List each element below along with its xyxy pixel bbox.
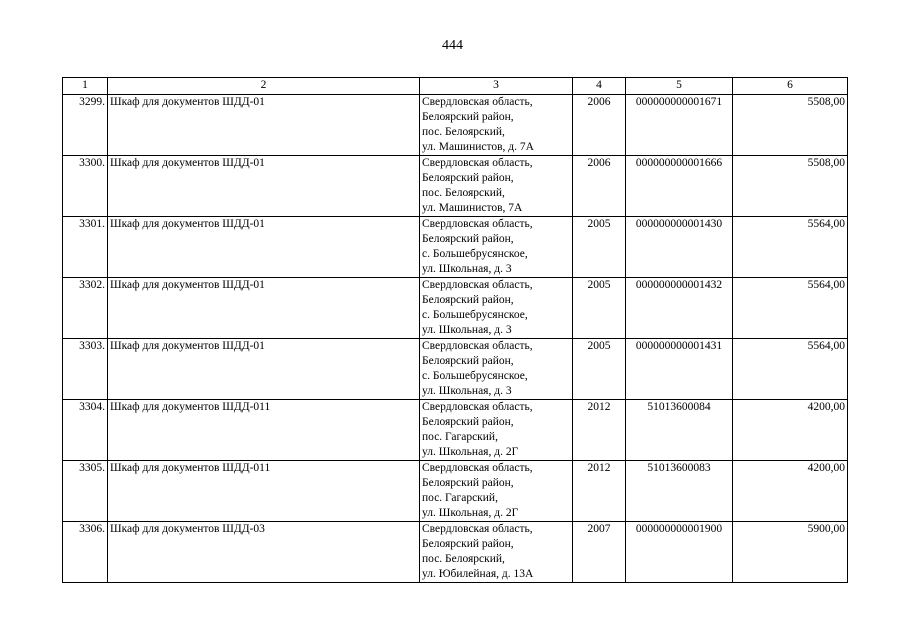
item-address bbox=[420, 400, 573, 461]
row-number: 3306. bbox=[63, 522, 108, 583]
address-line: ул. Школьная, д. 2Г bbox=[422, 507, 519, 519]
address-line: ул. Машинистов, 7А bbox=[422, 202, 523, 214]
column-header-5: 5 bbox=[626, 78, 733, 95]
address-line: Свердловская область, bbox=[422, 340, 533, 352]
address-line: Свердловская область, bbox=[422, 462, 533, 474]
address-line: ул. Юбилейная, д. 13А bbox=[422, 568, 534, 580]
table-row bbox=[63, 339, 848, 400]
item-name: Шкаф для документов ШДД-011 bbox=[108, 400, 420, 461]
inventory-number: 000000000001431 bbox=[626, 339, 733, 400]
inventory-number: 51013600084 bbox=[626, 400, 733, 461]
item-cost: 5508,00 bbox=[733, 156, 848, 217]
item-year: 2006 bbox=[573, 95, 626, 156]
item-name: Шкаф для документов ШДД-01 bbox=[108, 339, 420, 400]
item-name: Шкаф для документов ШДД-01 bbox=[108, 278, 420, 339]
address-line: пос. Гагарский, bbox=[422, 431, 498, 443]
item-cost: 5900,00 bbox=[733, 522, 848, 583]
item-name: Шкаф для документов ШДД-011 bbox=[108, 461, 420, 522]
item-address bbox=[420, 339, 573, 400]
address-line: с. Большебрусянское, bbox=[422, 309, 528, 321]
inventory-number: 51013600083 bbox=[626, 461, 733, 522]
table-row bbox=[63, 400, 848, 461]
inventory-number: 000000000001900 bbox=[626, 522, 733, 583]
item-cost: 5564,00 bbox=[733, 217, 848, 278]
item-cost: 4200,00 bbox=[733, 400, 848, 461]
inventory-number: 000000000001430 bbox=[626, 217, 733, 278]
address-line: Свердловская область, bbox=[422, 401, 533, 413]
item-year: 2012 bbox=[573, 400, 626, 461]
address-line: пос. Белоярский, bbox=[422, 187, 505, 199]
address-line: Белоярский район, bbox=[422, 477, 514, 489]
address-line: Свердловская область, bbox=[422, 523, 533, 535]
item-address bbox=[420, 461, 573, 522]
row-number: 3303. bbox=[63, 339, 108, 400]
address-line: Белоярский район, bbox=[422, 172, 514, 184]
address-line: Свердловская область, bbox=[422, 96, 533, 108]
address-line: ул. Машинистов, д. 7А bbox=[422, 141, 534, 153]
address-line: с. Большебрусянское, bbox=[422, 248, 528, 260]
row-number: 3302. bbox=[63, 278, 108, 339]
address-line: Белоярский район, bbox=[422, 233, 514, 245]
table-row bbox=[63, 156, 848, 217]
inventory-number: 000000000001671 bbox=[626, 95, 733, 156]
row-number: 3299. bbox=[63, 95, 108, 156]
row-number: 3304. bbox=[63, 400, 108, 461]
address-line: Свердловская область, bbox=[422, 157, 533, 169]
table-row bbox=[63, 461, 848, 522]
item-year: 2006 bbox=[573, 156, 626, 217]
item-year: 2005 bbox=[573, 217, 626, 278]
address-line: Свердловская область, bbox=[422, 279, 533, 291]
address-line: Белоярский район, bbox=[422, 111, 514, 123]
column-header-6: 6 bbox=[733, 78, 848, 95]
column-header-4: 4 bbox=[573, 78, 626, 95]
address-line: Белоярский район, bbox=[422, 538, 514, 550]
property-registry-table bbox=[62, 77, 848, 583]
row-number: 3305. bbox=[63, 461, 108, 522]
item-name: Шкаф для документов ШДД-01 bbox=[108, 217, 420, 278]
item-address bbox=[420, 217, 573, 278]
item-year: 2005 bbox=[573, 339, 626, 400]
address-line: Белоярский район, bbox=[422, 355, 514, 367]
column-header-1: 1 bbox=[63, 78, 108, 95]
table-row bbox=[63, 278, 848, 339]
address-line: пос. Белоярский, bbox=[422, 553, 505, 565]
item-name: Шкаф для документов ШДД-01 bbox=[108, 95, 420, 156]
item-address bbox=[420, 95, 573, 156]
row-number: 3300. bbox=[63, 156, 108, 217]
table-row bbox=[63, 522, 848, 583]
item-year: 2007 bbox=[573, 522, 626, 583]
address-line: ул. Школьная, д. 2Г bbox=[422, 446, 519, 458]
address-line: Свердловская область, bbox=[422, 218, 533, 230]
row-number: 3301. bbox=[63, 217, 108, 278]
item-address bbox=[420, 278, 573, 339]
page-number: 444 bbox=[442, 38, 463, 53]
address-line: ул. Школьная, д. 3 bbox=[422, 324, 512, 336]
address-line: Белоярский район, bbox=[422, 416, 514, 428]
item-cost: 5564,00 bbox=[733, 278, 848, 339]
item-name: Шкаф для документов ШДД-01 bbox=[108, 156, 420, 217]
table-row bbox=[63, 217, 848, 278]
item-cost: 5564,00 bbox=[733, 339, 848, 400]
column-header-2: 2 bbox=[108, 78, 420, 95]
item-cost: 5508,00 bbox=[733, 95, 848, 156]
address-line: ул. Школьная, д. 3 bbox=[422, 385, 512, 397]
item-address bbox=[420, 522, 573, 583]
address-line: Белоярский район, bbox=[422, 294, 514, 306]
address-line: ул. Школьная, д. 3 bbox=[422, 263, 512, 275]
table-row bbox=[63, 95, 848, 156]
item-year: 2012 bbox=[573, 461, 626, 522]
address-line: пос. Белоярский, bbox=[422, 126, 505, 138]
address-line: с. Большебрусянское, bbox=[422, 370, 528, 382]
item-cost: 4200,00 bbox=[733, 461, 848, 522]
inventory-number: 000000000001432 bbox=[626, 278, 733, 339]
inventory-number: 000000000001666 bbox=[626, 156, 733, 217]
header-row bbox=[63, 78, 848, 95]
column-header-3: 3 bbox=[420, 78, 573, 95]
item-name: Шкаф для документов ШДД-03 bbox=[108, 522, 420, 583]
item-address bbox=[420, 156, 573, 217]
address-line: пос. Гагарский, bbox=[422, 492, 498, 504]
item-year: 2005 bbox=[573, 278, 626, 339]
